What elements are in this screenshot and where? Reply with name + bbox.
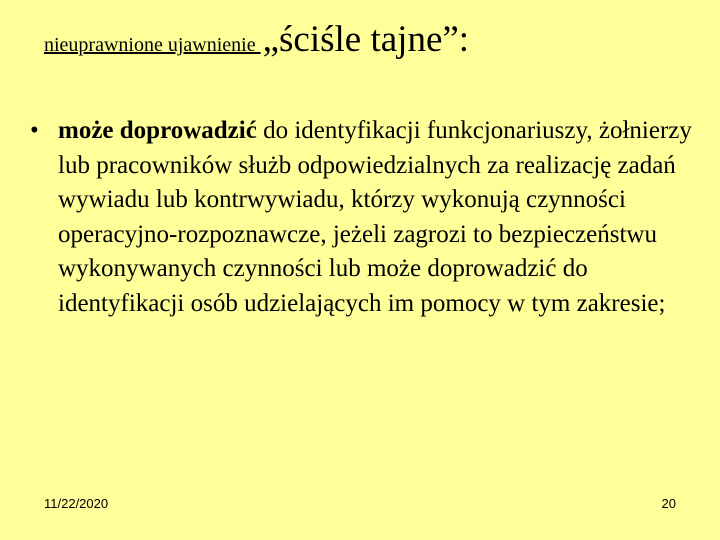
slide-title — [44, 18, 469, 61]
footer-date: 11/22/2020 — [44, 496, 109, 511]
bullet-icon: • — [30, 117, 39, 144]
bullet-item — [30, 114, 700, 321]
bullet-bold-text: może doprowadzić — [58, 117, 257, 144]
page-number: 20 — [661, 496, 676, 511]
title-lead: nieuprawnione ujawnienie — [44, 34, 261, 56]
title-main: „ściśle tajne”: — [262, 19, 470, 60]
bullet-list — [30, 114, 700, 321]
bullet-text: do identyfikacji funkcjonariuszy, żołnierzy lub pracowników służb odpowiedzialnych za realizację zadań wywiadu lub kontrwywiadu, którzy wykonują czynności operacyjno-rozpoznawcze, jeżeli zagrozi to bezpieczeństwu wykonywanych czynności lub może doprowadzić do identyfikacji osób udzielających im pomocy w tym zakresie; — [58, 117, 692, 317]
